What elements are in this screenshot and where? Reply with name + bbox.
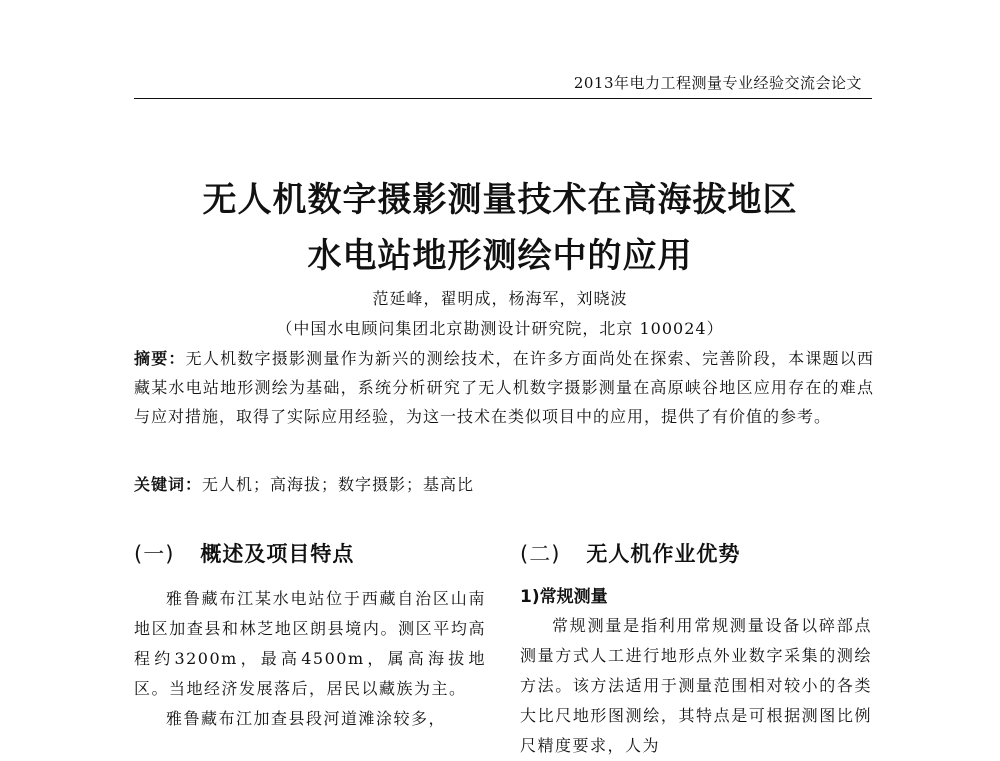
running-header: 2013年电力工程测量专业经验交流会论文 bbox=[573, 74, 862, 92]
abstract bbox=[134, 344, 874, 431]
header-rule bbox=[134, 98, 872, 99]
section-1-paragraph-2: 雅鲁藏布江加查县段河道滩涂较多， bbox=[166, 709, 447, 728]
section-2-number: (二) bbox=[520, 542, 561, 566]
keywords bbox=[134, 472, 874, 495]
affiliation: （中国水电顾问集团北京勘测设计研究院，北京 100024） bbox=[276, 319, 724, 338]
paper-title-line-1: 无人机数字摄影测量技术在高海拔地区 bbox=[202, 180, 798, 220]
subsection-heading: 1)常规测量 bbox=[520, 587, 608, 607]
section-1-title: 概述及项目特点 bbox=[200, 542, 355, 566]
section-2-heading bbox=[520, 538, 872, 576]
section-2-paragraph-1: 常规测量是指利用常规测量设备以碎部点测量方式人工进行地形点外业数字采集的测绘方法。该方法适用于测量范围相对较小的各类大比尺地形图测绘，其特点是可根据测图比例尺精度要求，人为 bbox=[520, 616, 872, 755]
section-1-number: (一) bbox=[134, 542, 175, 566]
paper-title-line-2: 水电站地形测绘中的应用 bbox=[307, 236, 693, 276]
abstract-text: 无人机数字摄影测量作为新兴的测绘技术，在许多方面尚处在探索、完善阶段，本课题以西藏某水电站地形测绘为基础，系统分析研究了无人机数字摄影测量在高原峡谷地区应用存在的难点与应对措施，取得了实际应用经验，为这一技术在类似项目中的应用，提供了有价值的参考。 bbox=[134, 349, 874, 426]
abstract-label: 摘要： bbox=[134, 349, 186, 368]
section-2-title: 无人机作业优势 bbox=[586, 542, 741, 566]
authors: 范延峰，翟明成，杨海军，刘晓波 bbox=[372, 289, 628, 308]
keywords-text: 无人机；高海拔；数字摄影；基高比 bbox=[202, 475, 475, 494]
section-1-paragraph-1: 雅鲁藏布江某水电站位于西藏自治区山南地区加查县和林芝地区朗县境内。测区平均高程约3200m，最高4500m，属高海拔地区。当地经济发展落后，居民以藏族为主。 bbox=[134, 589, 486, 698]
left-column bbox=[134, 538, 486, 734]
keywords-label: 关键词： bbox=[134, 475, 203, 494]
right-column bbox=[520, 538, 872, 761]
section-1-heading bbox=[134, 538, 486, 576]
